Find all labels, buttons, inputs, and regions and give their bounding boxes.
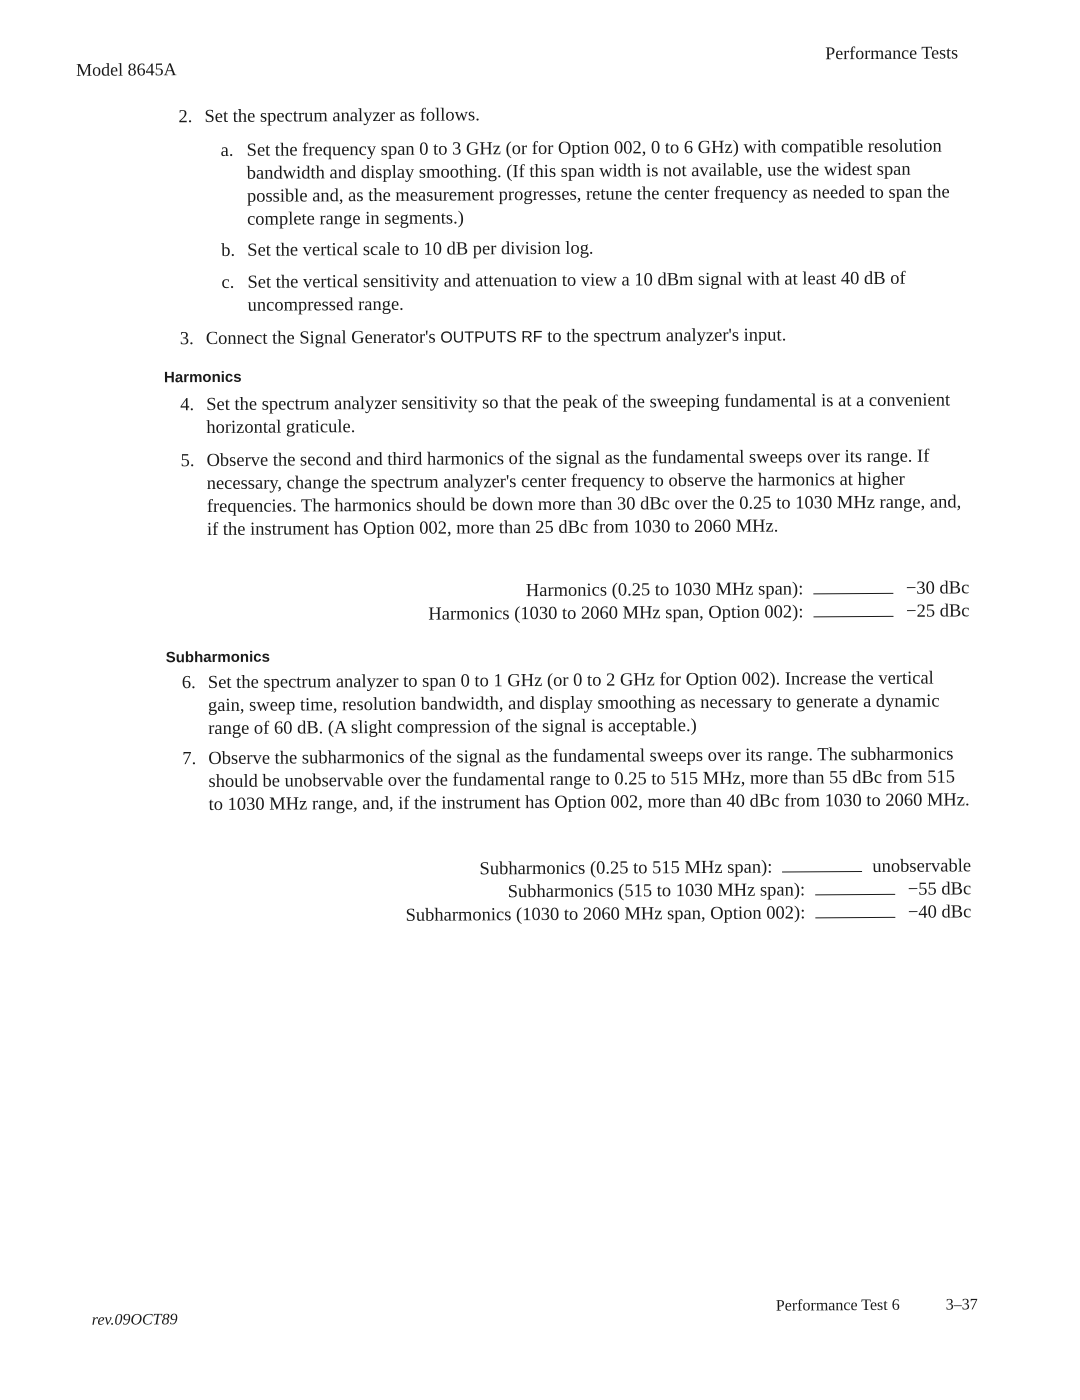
step-text-post: to the spectrum analyzer's input. bbox=[542, 325, 787, 347]
spec-row bbox=[526, 577, 970, 603]
spec-label: Harmonics (0.25 to 1030 MHz span): bbox=[525, 579, 804, 602]
spec-value: −55 dBc bbox=[907, 879, 972, 900]
step-7 bbox=[182, 743, 972, 817]
step-text: Set the frequency span 0 to 3 GHz (or for Option 002, 0 to 6 GHz) with compatible resolution bandwidth and display smoothing. (If this span width is not available, use the widest span possible and, as the measurement progresses, retune the center frequency as needed to span the complete range in segments.) bbox=[246, 136, 950, 230]
page-number: 3–37 bbox=[945, 1296, 978, 1314]
step-2 bbox=[178, 101, 968, 129]
step-5 bbox=[180, 445, 971, 542]
section-heading-subharmonics: Subharmonics bbox=[165, 648, 270, 667]
spec-row bbox=[428, 600, 969, 626]
step-number: 2. bbox=[178, 107, 193, 128]
step-text: Set the vertical scale to 10 dB per division log. bbox=[247, 238, 594, 261]
step-2a bbox=[221, 135, 964, 232]
footer-revision: rev.09OCT89 bbox=[91, 1311, 178, 1329]
step-number: 4. bbox=[180, 395, 195, 416]
result-blank bbox=[813, 579, 893, 594]
step-2c bbox=[221, 267, 966, 318]
header-section: Performance Tests bbox=[825, 42, 959, 64]
step-number: 5. bbox=[180, 451, 195, 472]
result-blank bbox=[815, 880, 895, 895]
step-text: Set the vertical sensitivity and attenuation to view a 10 dBm signal with at least 40 dB of uncompressed range. bbox=[247, 268, 906, 316]
step-text-pre: Connect the Signal Generator's bbox=[205, 327, 441, 350]
footer-right bbox=[776, 1293, 978, 1317]
spec-value: −25 dBc bbox=[906, 601, 970, 622]
step-text: Observe the subharmonics of the signal as the fundamental sweeps over its range. The subharmonics should be unobservable over the fundamental range to 0.25 to 515 MHz, more than 55 dBc from 515 to 1030 MHz range, and, if the instrument has Option 002, more than 40 dBc from 1030 to 2060 MHz. bbox=[208, 744, 970, 816]
footer-test-name: Performance Test 6 bbox=[775, 1296, 900, 1315]
step-text: Set the spectrum analyzer as follows. bbox=[204, 105, 480, 128]
header-model: Model 8645A bbox=[76, 59, 177, 80]
step-letter: a. bbox=[220, 140, 234, 161]
spec-row bbox=[508, 878, 972, 904]
step-letter: c. bbox=[221, 272, 235, 293]
section-heading-harmonics: Harmonics bbox=[163, 368, 242, 387]
spec-value: −40 dBc bbox=[907, 902, 972, 923]
spec-label: Subharmonics (515 to 1030 MHz span): bbox=[507, 880, 806, 903]
step-6 bbox=[182, 667, 966, 741]
spec-value: −30 dBc bbox=[905, 578, 970, 599]
step-number: 6. bbox=[181, 673, 196, 694]
outputs-rf-key: OUTPUTS RF bbox=[440, 328, 543, 347]
step-3 bbox=[180, 323, 970, 351]
spec-row bbox=[479, 855, 971, 881]
spec-label: Subharmonics (1030 to 2060 MHz span, Option 002): bbox=[405, 903, 806, 926]
step-number: 3. bbox=[179, 329, 194, 350]
step-text: Set the spectrum analyzer to span 0 to 1 GHz (or 0 to 2 GHz for Option 002). Increase the vertical gain, sweep time, resolution bandwidth, and display smoothing as necessary to generate a dynamic range of 60 dB. (A slight compression of the signal is acceptable.) bbox=[207, 668, 940, 740]
step-number: 7. bbox=[182, 749, 197, 770]
result-blank bbox=[782, 857, 862, 872]
spec-row bbox=[405, 901, 971, 927]
step-2b bbox=[221, 235, 966, 263]
spec-label: Subharmonics (0.25 to 515 MHz span): bbox=[479, 857, 773, 880]
step-text bbox=[206, 323, 970, 351]
step-letter: b. bbox=[221, 240, 236, 261]
result-blank bbox=[813, 602, 893, 617]
step-text: Observe the second and third harmonics of the signal as the fundamental sweeps over its range. If necessary, change the spectrum analyzer's center frequency to observe the harmonics at higher frequencies. The harmonics should be down more than 30 dBc over the 0.25 to 1030 MHz range, and, if the instrument has Option 002, more than 25 dBc from 1030 to 2060 MHz. bbox=[206, 446, 962, 541]
result-blank bbox=[815, 903, 895, 918]
spec-value: unobservable bbox=[872, 856, 972, 877]
step-4 bbox=[180, 389, 966, 440]
step-text: Set the spectrum analyzer sensitivity so that the peak of the sweeping fundamental is at a convenient horizontal graticule. bbox=[206, 390, 951, 439]
spec-label: Harmonics (1030 to 2060 MHz span, Option 002): bbox=[428, 602, 804, 625]
